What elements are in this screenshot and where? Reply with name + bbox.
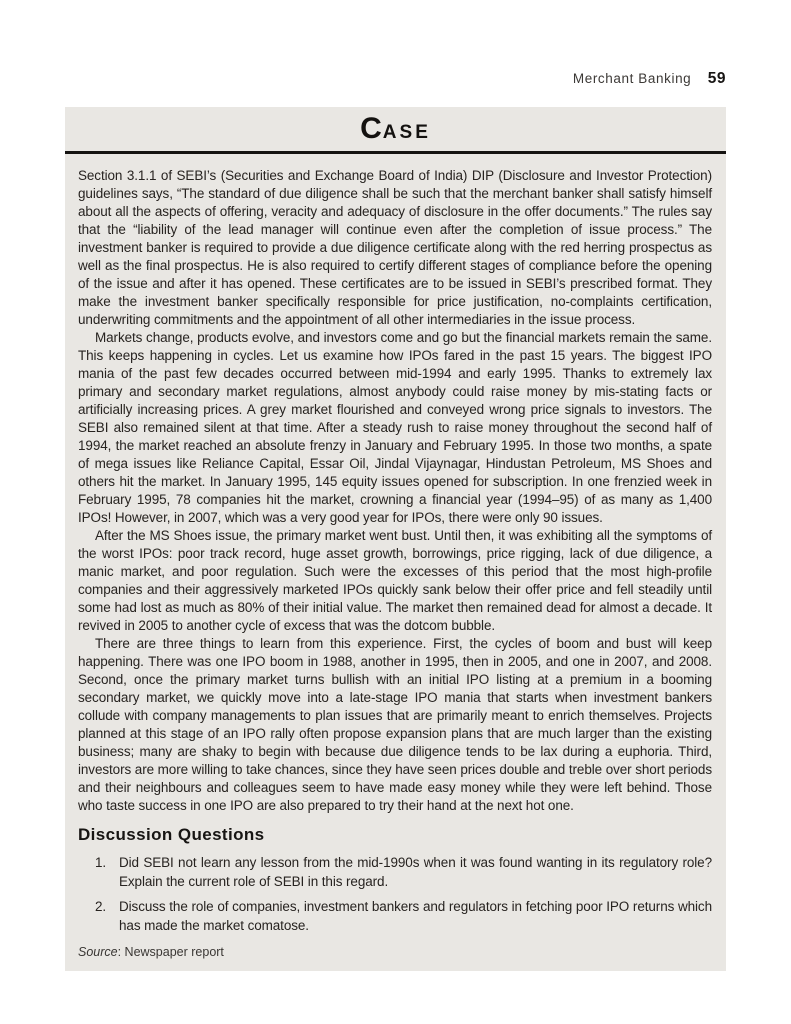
source-text: : Newspaper report: [117, 945, 224, 959]
case-box: [65, 107, 726, 971]
discussion-question-list: [78, 853, 712, 935]
question-number: 1.: [95, 855, 107, 870]
source-label: Source: [78, 945, 118, 959]
question-text: Discuss the role of companies, investment bankers and regulators in fetching poor IPO returns which has made the market comatose.: [119, 899, 712, 933]
page-number: 59: [707, 70, 726, 87]
case-title-rest: ASE: [382, 122, 431, 143]
discussion-question: [95, 897, 712, 935]
page-header: [573, 70, 726, 88]
case-title-band: [65, 107, 726, 154]
case-title-initial: C: [360, 112, 383, 145]
running-head-title: Merchant Banking: [572, 71, 692, 86]
case-content: [65, 154, 726, 971]
case-paragraph: Markets change, products evolve, and investors come and go but the financial markets remain the same. This keeps happening in cycles. Let us examine how IPOs fared in the past 15 years. The biggest IPO mania of the past few decades occurred between mid-1994 and early 1995. Thanks to extremely lax primary and secondary market regulations, almost anybody could raise money by mis-stating facts or artificially increasing prices. A grey market flourished and conveyed wrong price signals to investors. The SEBI also remained silent at that time. After a steady rush to raise money throughout the second half of 1994, the market reached an absolute frenzy in January and February 1995. In those two months, a spate of mega issues like Reliance Capital, Essar Oil, Jindal Vijaynagar, Hindustan Petroleum, MS Shoes and others hit the market. In January 1995, 145 equity issues opened for subscription. In one frenzied week in February 1995, 78 companies hit the market, crowning a financial year (1994–95) of as many as 1,400 IPOs! However, in 2007, which was a very good year for IPOs, there were only 90 issues.: [78, 330, 712, 525]
case-title: [360, 114, 431, 144]
case-paragraph: Section 3.1.1 of SEBI’s (Securities and Exchange Board of India) DIP (Disclosure and Investor Protection) guidelines says, “The standard of due diligence shall be such that the merchant banker shall satisfy himself about all the aspects of offering, veracity and adequacy of disclosure in the offer documents.” The rules say that the “liability of the lead manager will continue even after the completion of issue process.” The investment banker is required to provide a due diligence certificate along with the red herring prospectus as well as the final prospectus. He is also required to certify different stages of compliance before the opening of the issue and after it has opened. These certificates are to be issued in SEBI’s prescribed format. They make the investment banker specifically responsible for price justification, no-complaints certification, underwriting commitments and the appointment of all other intermediaries in the issue process.: [78, 168, 712, 327]
discussion-questions-heading: Discussion Questions: [78, 825, 265, 844]
discussion-question: [95, 853, 712, 891]
case-paragraph: After the MS Shoes issue, the primary market went bust. Until then, it was exhibiting all the symptoms of the worst IPOs: poor track record, huge asset growth, borrowings, price rigging, lack of due diligence, a manic market, and poor regulation. Such were the excesses of this period that the most high-profile companies and their aggressively marketed IPOs quickly sank below their offer price and fell steadily until some had lost as much as 80% of their initial value. The market then remained dead for almost a decade. It revived in 2005 to another cycle of excess that was the dotcom bubble.: [78, 528, 712, 633]
case-paragraph: There are three things to learn from this experience. First, the cycles of boom and bust will keep happening. There was one IPO boom in 1988, another in 1995, then in 2005, and one in 2007, and 2008. Second, once the primary market turns bullish with an initial IPO listing at a premium in a booming secondary market, we quickly move into a late-stage IPO mania that starts when investment bankers collude with company managements to plan issues that are primarily meant to enrich themselves. Projects planned at this stage of an IPO rally often propose expansion plans that are much larger than the existing business; many are shaky to begin with because due diligence tends to be lax during a euphoria. Third, investors are more willing to take chances, since they have seen prices double and treble over short periods and their neighbours and colleagues seem to have made easy money while they were left behind. Those who taste success in one IPO are also prepared to try their hand at the next hot one.: [78, 636, 712, 813]
source-note: [78, 945, 712, 959]
question-number: 2.: [95, 899, 107, 914]
question-text: Did SEBI not learn any lesson from the mid-1990s when it was found wanting in its regulatory role? Explain the current role of SEBI in this regard.: [119, 855, 712, 889]
